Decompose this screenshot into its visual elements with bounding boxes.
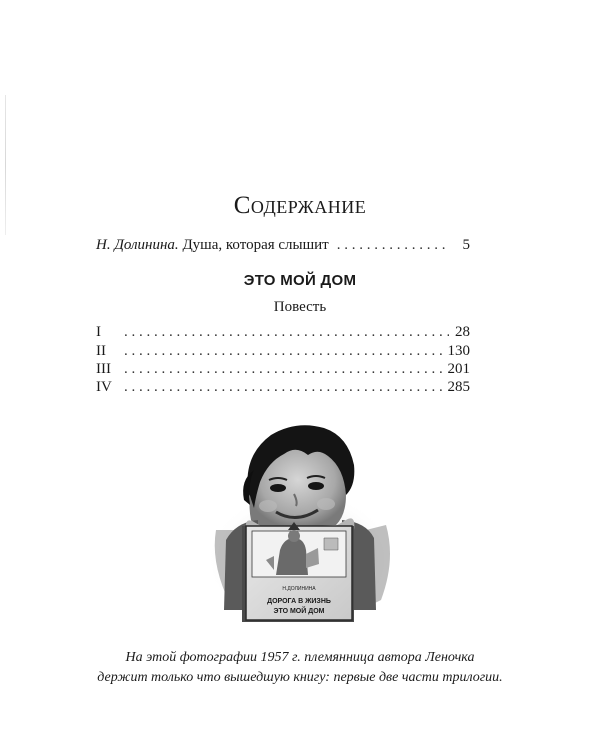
book-cover-title-line2: ЭТО МОЙ ДОМ	[273, 608, 325, 615]
toc-leader-dots	[124, 343, 442, 360]
book-cover-author: Н.ДОЛИНИНА	[282, 586, 316, 592]
toc-page-number: 285	[447, 379, 470, 395]
toc-entry-chapter-4[interactable]	[96, 379, 470, 396]
toc-chapter-label: IV	[96, 379, 112, 395]
toc-chapter-label: I	[96, 324, 101, 340]
toc-leader-dots	[124, 361, 442, 378]
toc-chapter-label: II	[96, 343, 106, 359]
caption-line-1: На этой фотографии 1957 г. племянница автора Леночка	[125, 650, 475, 665]
toc-entry-author: Н. Долинина.	[96, 237, 179, 253]
toc-leader-dots	[124, 379, 442, 396]
photo-caption	[0, 648, 600, 688]
toc-page-number: 130	[447, 343, 470, 359]
toc-page-number: 28	[455, 324, 470, 340]
child-with-book-photo	[196, 410, 406, 625]
toc-entry-label	[96, 237, 329, 254]
toc-entry-chapter-1[interactable]	[96, 324, 470, 341]
toc-entry-title: Душа, которая слышит	[178, 237, 329, 253]
toc-chapter-label: III	[96, 361, 111, 377]
toc-leader-dots	[337, 237, 445, 254]
toc-entry-chapter-2[interactable]	[96, 343, 470, 360]
book-cover	[242, 522, 354, 622]
book-cover-title-line1: ДОРОГА В ЖИЗНЬ	[267, 598, 331, 605]
toc-page-number: 5	[462, 237, 470, 253]
caption-line-2: держит только что вышедшую книгу: первые две части трилогии.	[97, 670, 503, 685]
section-subtitle: Повесть	[273, 299, 327, 315]
toc-leader-dots	[124, 324, 449, 341]
toc-page-number: 201	[447, 361, 470, 377]
section-title: ЭТО МОЙ ДОМ	[243, 272, 357, 289]
toc-entry-intro[interactable]	[96, 237, 470, 254]
contents-heading: Содержание	[233, 192, 367, 219]
toc-entry-chapter-3[interactable]	[96, 361, 470, 378]
